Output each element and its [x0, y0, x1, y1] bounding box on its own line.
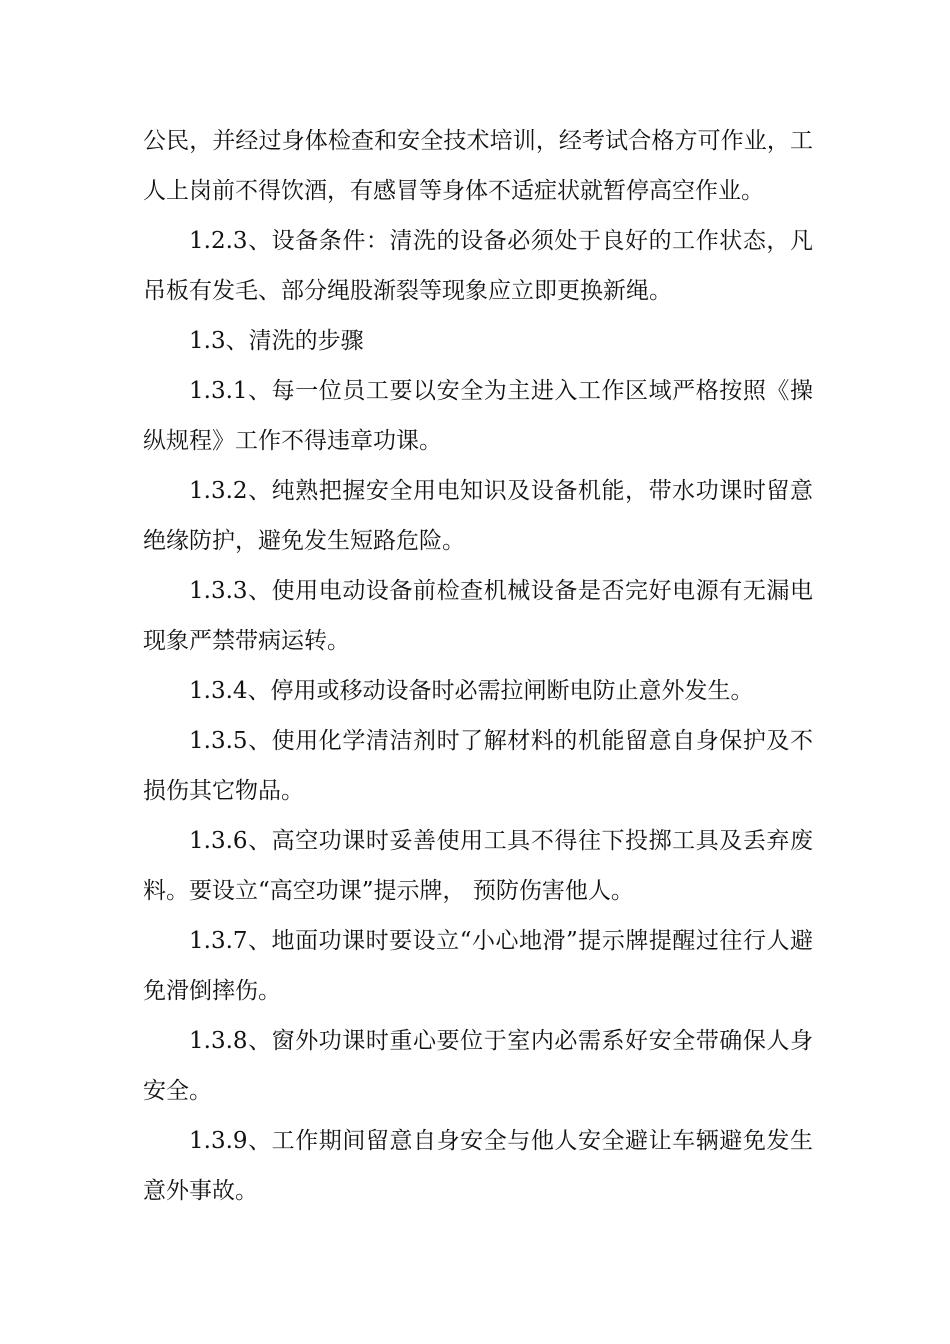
- document-body: [143, 116, 813, 1216]
- paragraph: 1.3.1、每一位员工要以安全为主进入工作区域严格按照《操纵规程》工作不得违章功课。: [143, 378, 813, 454]
- paragraph: 1.3.4、停用或移动设备时必需拉闸断电防止意外发生。: [189, 678, 754, 704]
- paragraph: 公民，并经过身体检查和安全技术培训，经考试合格方可作业，工人上岗前不得饮酒，有感冒等身体不适症状就暂停高空作业。: [143, 128, 813, 204]
- paragraph: 1.3.9、工作期间留意自身安全与他人安全避让车辆避免发生意外事故。: [143, 1128, 813, 1204]
- paragraph: 1.2.3、设备条件：清洗的设备必须处于良好的工作状态，凡吊板有发毛、部分绳股渐裂等现象应立即更换新绳。: [143, 228, 813, 304]
- paragraph: 1.3.3、使用电动设备前检查机械设备是否完好电源有无漏电现象严禁带病运转。: [143, 578, 813, 654]
- paragraph: 1.3.7、地面功课时要设立“小心地滑”提示牌提醒过往行人避免滑倒摔伤。: [143, 928, 813, 1004]
- paragraph: 1.3.5、使用化学清洁剂时了解材料的机能留意自身保护及不损伤其它物品。: [143, 728, 813, 804]
- paragraph: 1.3.6、高空功课时妥善使用工具不得往下投掷工具及丢弃废料。要设立“高空功课”提示牌， 预防伤害他人。: [143, 828, 813, 904]
- paragraph: 1.3.8、窗外功课时重心要位于室内必需系好安全带确保人身安全。: [143, 1028, 813, 1104]
- paragraph: 1.3.2、纯熟把握安全用电知识及设备机能，带水功课时留意绝缘防护，避免发生短路危险。: [143, 478, 813, 554]
- section-heading: 1.3、清洗的步骤: [189, 328, 364, 354]
